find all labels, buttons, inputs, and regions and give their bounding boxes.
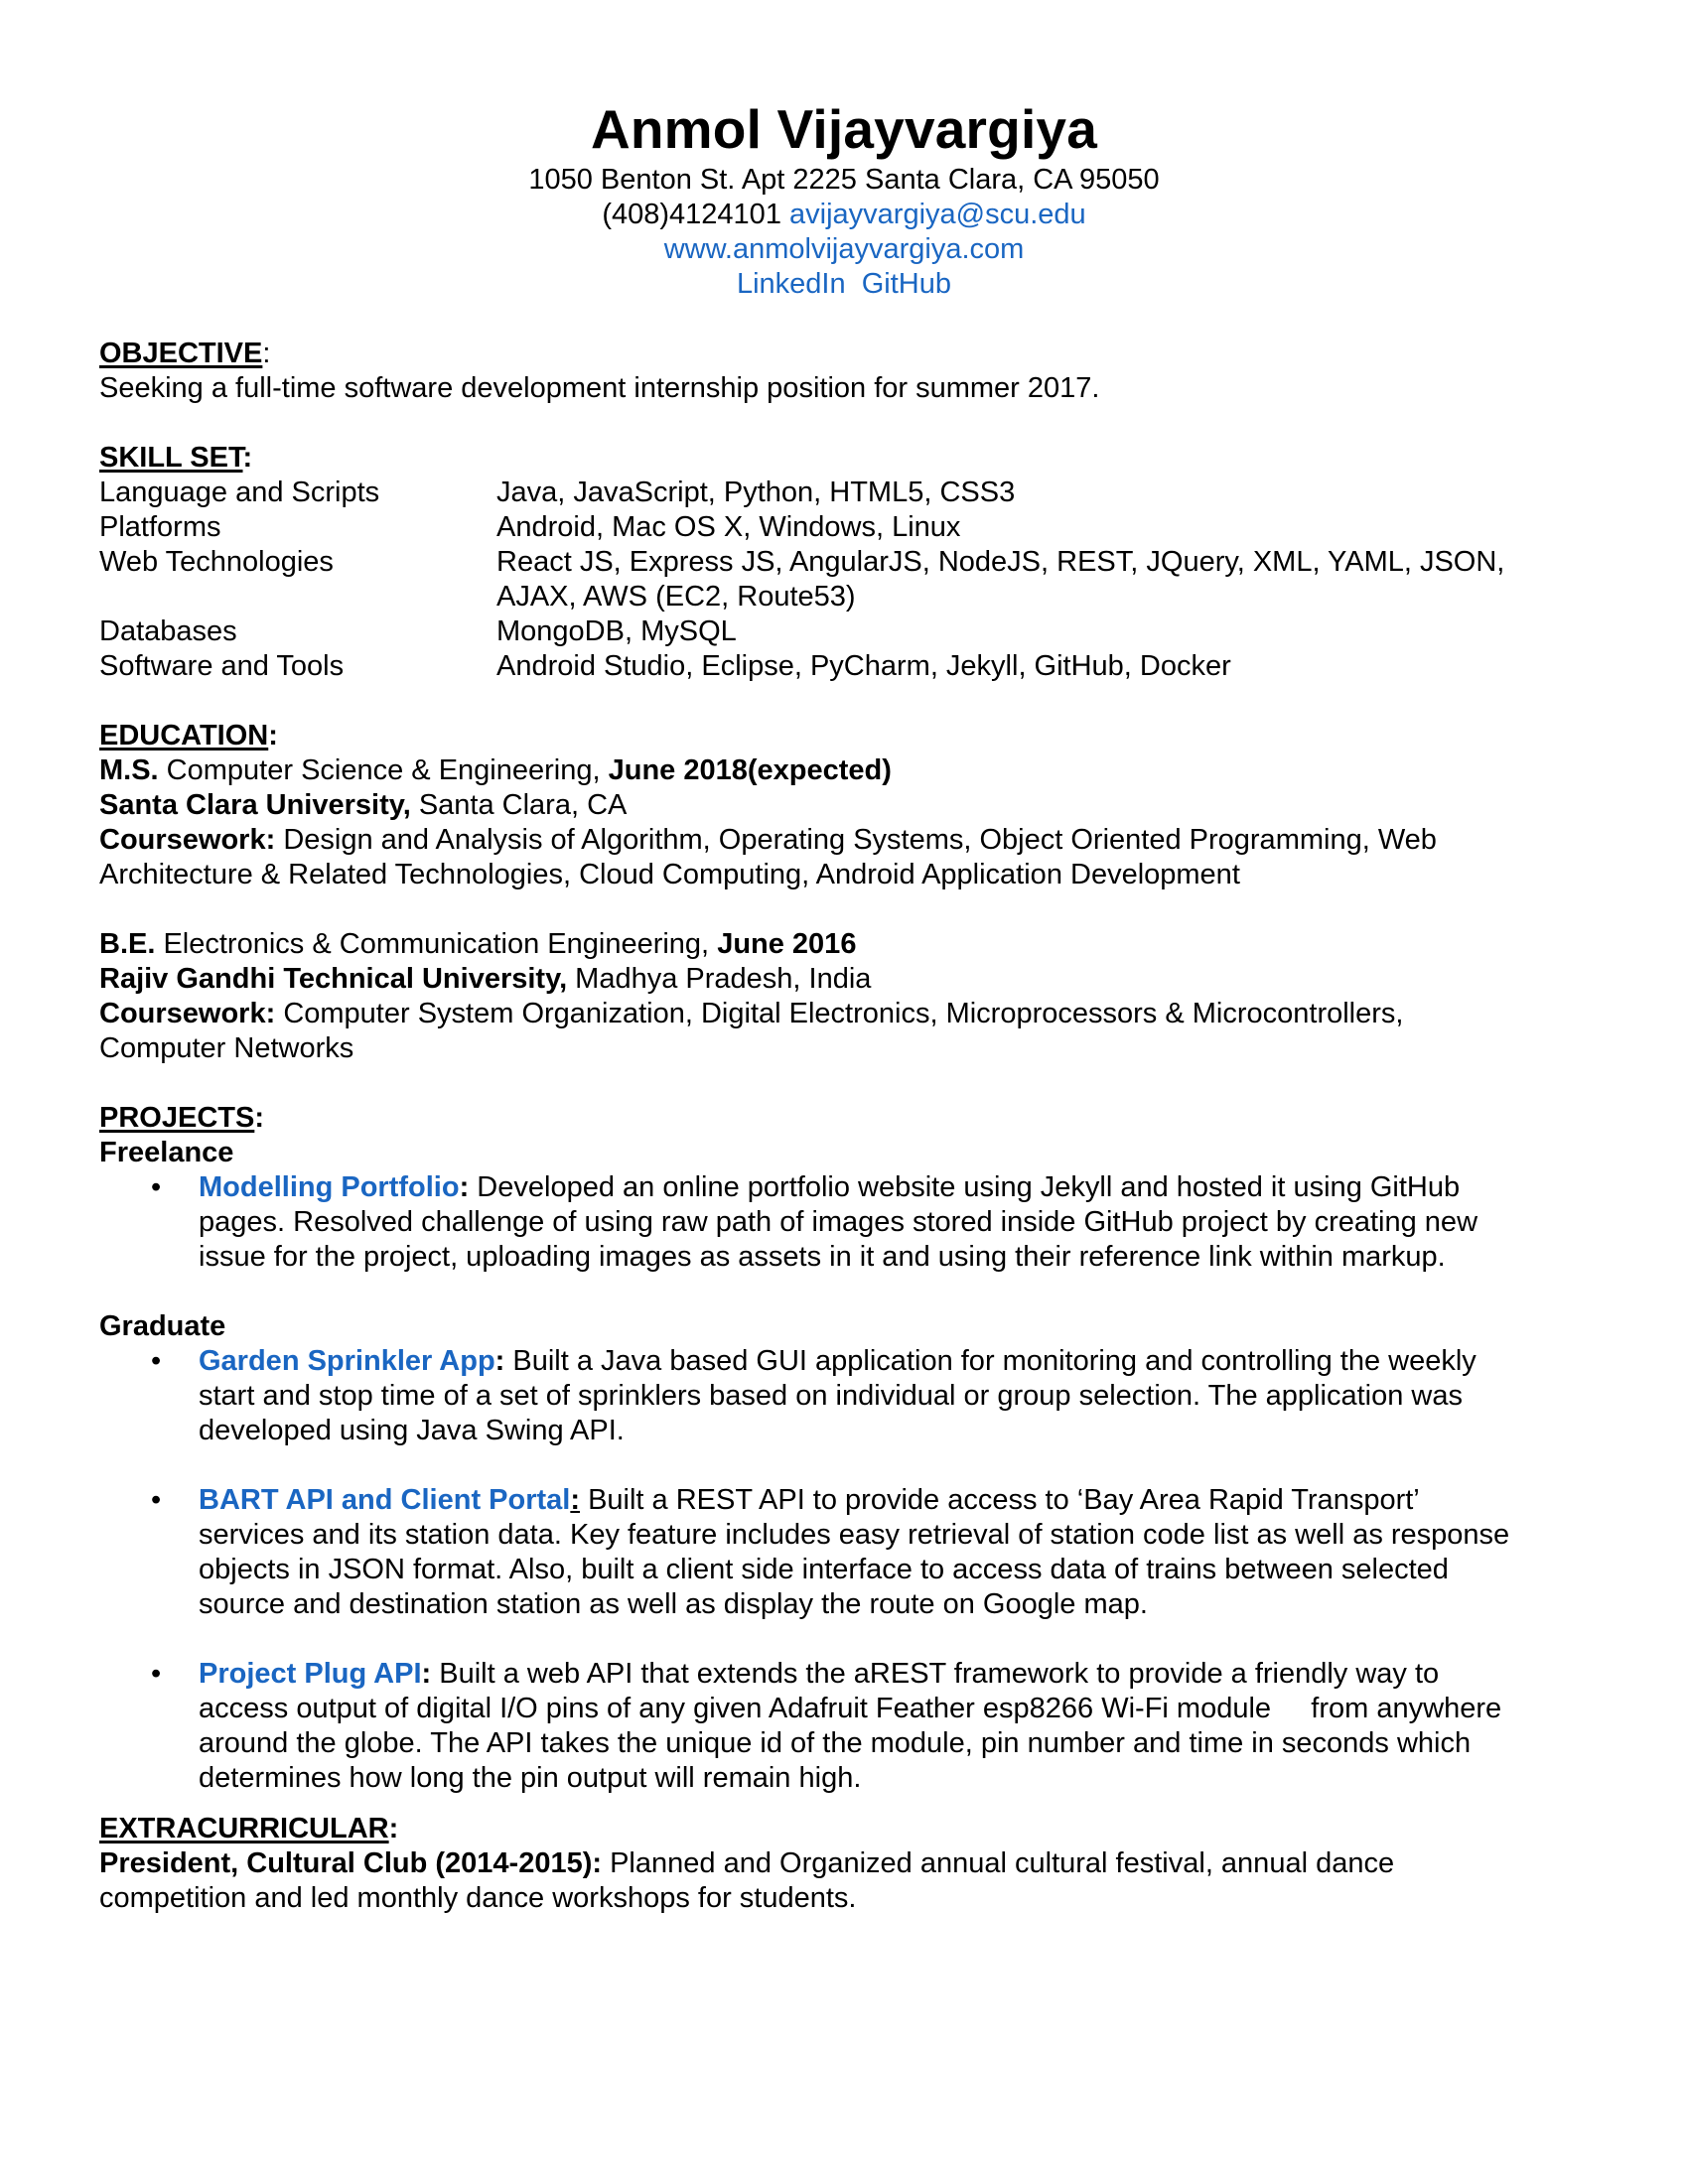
email-link[interactable]: avijayvargiya@scu.edu: [789, 199, 1086, 230]
skill-label: Software and Tools: [99, 650, 345, 682]
spacer: [99, 1066, 1589, 1101]
objective-text: Seeking a full-time software development internship position for summer 2017.: [99, 372, 1100, 404]
project-item: • Project Plug API: Built a web API that extends the aREST framework to provide a friendly way to access output of digital I/O pins of any given Adafruit Feather esp8266 Wi-Fi module from anywhere around the globe. The API takes the unique id of the module, pin number and time in seconds which determines how long the pin output will remain high.: [151, 1658, 1502, 1794]
spacer: [99, 1448, 1589, 1483]
candidate-name: Anmol Vijayvargiya: [590, 98, 1098, 160]
linkedin-link[interactable]: LinkedIn: [736, 268, 846, 300]
bullet-icon: •: [151, 1484, 162, 1516]
spacer: [99, 1275, 1589, 1309]
spacer: [99, 1796, 1589, 1812]
skill-row: [99, 510, 1589, 545]
skill-value: React JS, Express JS, AngularJS, NodeJS, REST, JQuery, XML, YAML, JSON, AJAX, AWS (EC2, Route53): [496, 546, 1505, 613]
project-item: • Modelling Portfolio: Developed an online portfolio website using Jekyll and hosted it using GitHub pages. Resolved challenge of using raw path of images stored inside GitHub project by creating new issue for the project, uploading images as assets in it and using their reference link within markup.: [151, 1171, 1478, 1273]
bullet-icon: •: [151, 1658, 162, 1690]
project-title-link[interactable]: BART API and Client Portal: [199, 1484, 571, 1516]
project-title-link[interactable]: Project Plug API: [199, 1658, 422, 1690]
coursework-line: Computer Networks: [99, 1032, 354, 1064]
project-item: • BART API and Client Portal: Built a REST API to provide access to ‘Bay Area Rapid Transport’ services and its station data. Key feature includes easy retrieval of station code list as well as response objects in JSON format. Also, built a client side interface to access data of trains between selected source and destination station as well as display the route on Google map.: [151, 1484, 1510, 1620]
section-title-skills: SKILL SET:: [99, 442, 253, 474]
project-item: • Garden Sprinkler App: Built a Java based GUI application for monitoring and controlling the weekly start and stop time of a set of sprinklers based on individual or group selection. The application was developed using Java Swing API.: [151, 1345, 1477, 1446]
website-line: [99, 232, 1589, 267]
project-group-freelance: Freelance: [99, 1137, 234, 1168]
skill-label: Platforms: [99, 511, 221, 543]
social-links: [99, 267, 1589, 302]
degree-line: M.S. Computer Science & Engineering, June 2018(expected): [99, 754, 892, 786]
skill-row: [99, 649, 1589, 684]
skill-label: Databases: [99, 615, 237, 647]
bullet-icon: •: [151, 1171, 162, 1203]
project-title-link[interactable]: Garden Sprinkler App: [199, 1345, 495, 1377]
section-title-projects: PROJECTS:: [99, 1102, 264, 1134]
objective-section: [99, 337, 1589, 406]
education-entry-be: [99, 927, 1589, 1066]
projects-section: [99, 1101, 1589, 1796]
skill-row: [99, 476, 1589, 510]
skill-label: Language and Scripts: [99, 477, 380, 508]
resume-header: [99, 95, 1589, 302]
spacer: [99, 406, 1589, 441]
coursework-line: Coursework: Design and Analysis of Algorithm, Operating Systems, Object Oriented Programming, Web: [99, 824, 1437, 856]
education-entry-ms: [99, 753, 1589, 892]
section-title-extracurricular: EXTRACURRICULAR:: [99, 1813, 399, 1844]
school-line: Santa Clara University, Santa Clara, CA: [99, 789, 628, 821]
skill-row: [99, 614, 1589, 649]
extracurricular-section: [99, 1812, 1589, 1916]
section-title-education: EDUCATION:: [99, 720, 278, 751]
skill-value: Java, JavaScript, Python, HTML5, CSS3: [496, 477, 1016, 508]
extracurricular-line: competition and led monthly dance workshops for students.: [99, 1882, 857, 1914]
phone: (408)4124101: [602, 199, 781, 230]
spacer: [99, 1622, 1589, 1657]
github-link[interactable]: GitHub: [861, 268, 952, 300]
project-title-link[interactable]: Modelling Portfolio: [199, 1171, 460, 1203]
skill-row: [99, 545, 1589, 614]
bullet-icon: •: [151, 1345, 162, 1377]
extracurricular-line: President, Cultural Club (2014-2015): Planned and Organized annual cultural festival, annual dance: [99, 1847, 1395, 1879]
skills-section: [99, 441, 1589, 684]
skill-label: Web Technologies: [99, 546, 334, 578]
section-title-objective: OBJECTIVE:: [99, 338, 271, 369]
address: 1050 Benton St. Apt 2225 Santa Clara, CA 95050: [528, 164, 1160, 196]
school-line: Rajiv Gandhi Technical University, Madhya Pradesh, India: [99, 963, 872, 995]
website-link[interactable]: www.anmolvijayvargiya.com: [663, 233, 1025, 265]
coursework-line: Coursework: Computer System Organization, Digital Electronics, Microprocessors & Microcontrollers,: [99, 998, 1404, 1029]
coursework-line: Architecture & Related Technologies, Cloud Computing, Android Application Development: [99, 859, 1240, 890]
spacer: [99, 684, 1589, 719]
degree-line: B.E. Electronics & Communication Engineering, June 2016: [99, 928, 857, 960]
spacer: [99, 302, 1589, 337]
education-section: [99, 719, 1589, 1066]
skill-value: Android, Mac OS X, Windows, Linux: [496, 511, 961, 543]
skill-value: Android Studio, Eclipse, PyCharm, Jekyll, GitHub, Docker: [496, 650, 1231, 682]
resume-page: [99, 95, 1589, 1916]
spacer: [99, 892, 1589, 927]
contact-line: [99, 198, 1589, 232]
project-group-graduate: Graduate: [99, 1310, 226, 1342]
skill-value: MongoDB, MySQL: [496, 615, 737, 647]
